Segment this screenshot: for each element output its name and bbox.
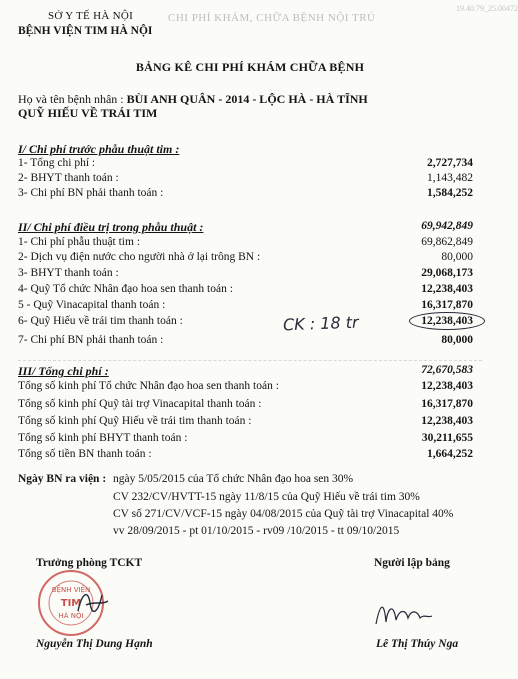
section2-row-label: 6- Quỹ Hiếu về trái tim thanh toán : xyxy=(18,315,183,327)
stamp-text-bottom: HÀ NỘI xyxy=(58,612,84,620)
section3-row-label: Tổng số kinh phí BHYT thanh toán : xyxy=(18,432,188,444)
section2-row-label: 2- Dịch vụ điện nước cho người nhà ở lại trông BN : xyxy=(18,251,261,263)
divider xyxy=(18,360,482,361)
section2-row-value: 16,317,870 xyxy=(421,299,473,311)
handwritten-circle xyxy=(409,312,485,330)
left-signer-name: Nguyễn Thị Dung Hạnh xyxy=(36,638,153,650)
stamp-text-top: BỆNH VIỆN xyxy=(51,586,91,594)
section1-row-value: 2,727,734 xyxy=(427,157,473,169)
discharge-note: CV số 271/CV/VCF-15 ngày 04/08/2015 của Quỹ tài trợ Vinacapital 40% xyxy=(113,508,454,520)
stamp-text-mid: TIM xyxy=(60,598,82,609)
section2-total: 69,942,849 xyxy=(421,220,473,232)
section2-heading: II/ Chi phí điều trị trong phẫu thuật : xyxy=(18,220,204,234)
right-signer-name: Lê Thị Thúy Nga xyxy=(376,638,459,650)
section3-total: 72,670,583 xyxy=(421,364,473,376)
ghost-number: 19.40.79_25.00472 xyxy=(456,4,518,13)
section1-heading: I/ Chi phí trước phẫu thuật tim : xyxy=(18,142,180,156)
patient-value: BÙI ANH QUÂN - 2014 - LỘC HÀ - HÀ TĨNH xyxy=(126,92,368,106)
section3-row-value: 30,211,655 xyxy=(421,432,473,444)
right-signer-title: Người lập bảng xyxy=(374,557,450,569)
section2-row-value: 80,000 xyxy=(441,334,473,346)
section2-row-value: 12,238,403 xyxy=(421,315,473,327)
section3-heading: III/ Tổng chi phí : xyxy=(18,364,109,378)
section2-row-value: 69,862,849 xyxy=(421,236,473,248)
section2-row-value: 80,000 xyxy=(441,251,473,263)
patient-label: Họ và tên bệnh nhân : xyxy=(18,92,124,106)
section2-row-value: 29,068,173 xyxy=(421,267,473,279)
section3-row-value: 1,664,252 xyxy=(427,448,473,460)
document-title: BẢNG KÊ CHI PHÍ KHÁM CHỮA BỆNH xyxy=(135,60,365,74)
section3-row-value: 16,317,870 xyxy=(421,398,473,410)
section2-row-label: 5 - Quỹ Vinacapital thanh toán : xyxy=(18,299,166,311)
right-signature xyxy=(368,594,440,632)
ghost-text: CHI PHÍ KHÁM, CHỮA BỆNH NỘI TRÚ xyxy=(168,12,376,24)
section3-row-label: Tổng số kinh phí Quỹ tài trợ Vinacapital thanh toán : xyxy=(18,398,262,410)
section2-row-label: 3- BHYT thanh toán : xyxy=(18,267,119,279)
ministry-name: SỞ Y TẾ HÀ NỘI xyxy=(48,10,134,22)
fund-name: QUỸ HIẾU VỀ TRÁI TIM xyxy=(18,106,158,120)
section3-row-label: Tổng số kinh phí Quỹ Hiếu về trái tim thanh toán : xyxy=(18,415,252,427)
section3-row-label: Tổng số tiền BN thanh toán : xyxy=(18,448,152,460)
section3-row-value: 12,238,403 xyxy=(421,380,473,392)
discharge-note: CV 232/CV/HVTT-15 ngày 11/8/15 của Quỹ Hiếu về trái tim 30% xyxy=(113,491,420,503)
section2-row-value: 12,238,403 xyxy=(421,283,473,295)
discharge-note: vv 28/09/2015 - pt 01/10/2015 - rv09 /10/2015 - tt 09/10/2015 xyxy=(113,525,400,537)
section1-row-value: 1,584,252 xyxy=(427,187,473,199)
section3-row-label: Tổng số kinh phí Tổ chức Nhân đạo hoa sen thanh toán : xyxy=(18,380,279,392)
discharge-label: Ngày BN ra viện : xyxy=(18,473,107,485)
discharge-note: ngày 5/05/2015 của Tổ chức Nhân đạo hoa sen 30% xyxy=(113,473,354,485)
section2-row-label: 7- Chi phí BN phải thanh toán : xyxy=(18,334,164,346)
section3-row-value: 12,238,403 xyxy=(421,415,473,427)
hospital-name: BỆNH VIỆN TIM HÀ NỘI xyxy=(18,25,153,37)
section2-row-label: 4- Quỹ Tổ chức Nhân đạo hoa sen thanh toán : xyxy=(18,283,233,295)
section2-row-label: 1- Chi phí phẫu thuật tim : xyxy=(18,236,141,248)
handwritten-note: CK : 18 tr xyxy=(282,312,359,335)
section1-row-label: 1- Tổng chi phí : xyxy=(18,157,96,169)
left-signature xyxy=(72,583,112,619)
section1-row-label: 3- Chi phí BN phải thanh toán : xyxy=(18,187,164,199)
left-signer-title: Trưởng phòng TCKT xyxy=(36,557,143,569)
patient-line xyxy=(18,92,368,107)
section1-row-label: 2- BHYT thanh toán : xyxy=(18,172,119,184)
section1-row-value: 1,143,482 xyxy=(427,172,473,184)
